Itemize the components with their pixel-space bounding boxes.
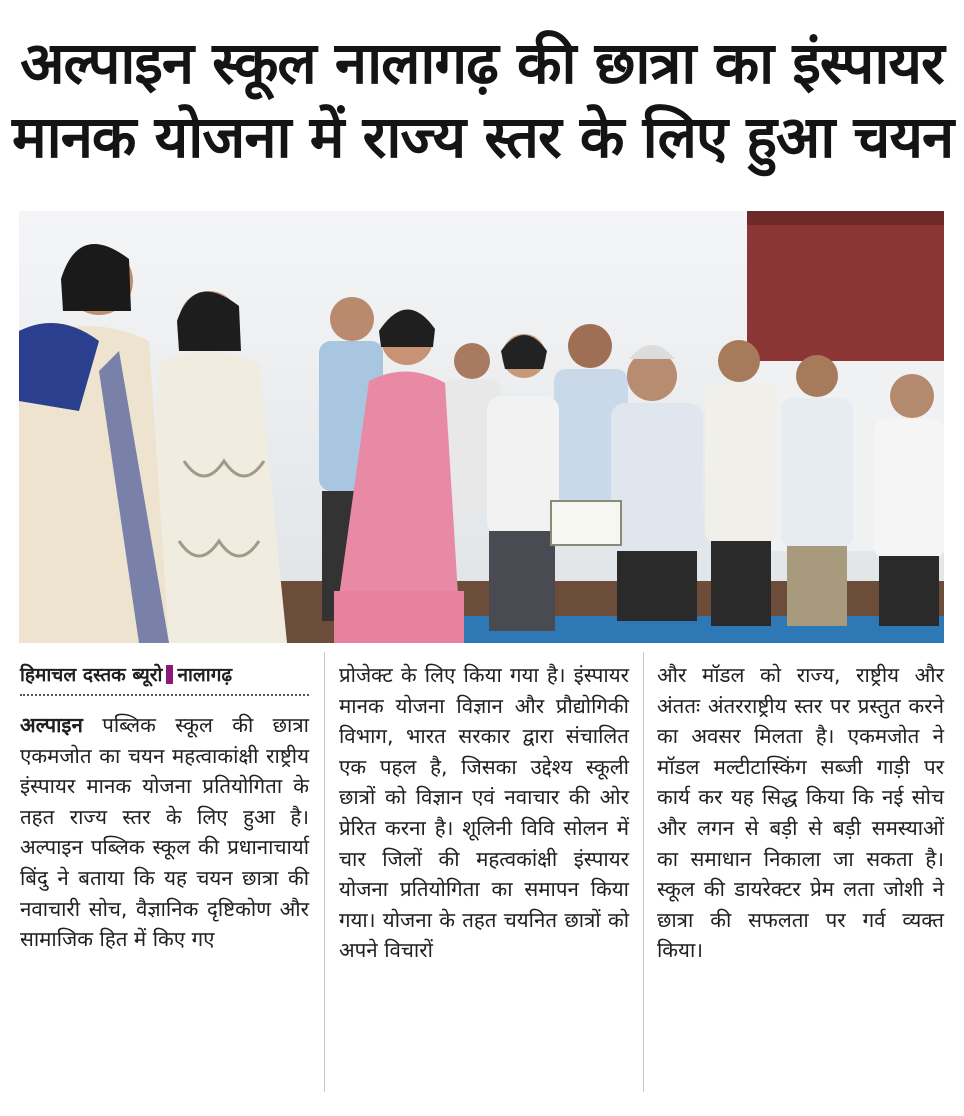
headline — [12, 26, 952, 174]
lead-word: अल्पाइन — [20, 713, 83, 737]
byline-separator — [166, 665, 173, 684]
article-column-1 — [20, 660, 309, 1100]
byline — [20, 660, 309, 696]
article-paragraph-1 — [20, 710, 309, 955]
article-column-3 — [657, 660, 944, 1100]
column-divider-1 — [324, 652, 325, 1092]
byline-place: नालागढ़ — [177, 664, 233, 686]
news-photo — [19, 211, 944, 643]
headline-line-1: अल्पाइन स्कूल नालागढ़ की छात्रा का इंस्पायर — [20, 29, 944, 97]
article-text-2: प्रोजेक्ट के लिए किया गया है। इंस्पायर मानक योजना विज्ञान और प्रौद्योगिकी विभाग, भारत सरकार द्वारा संचालित एक पहल है, जिसका उद्देश्य स्कूली छात्रों को विज्ञान एवं नवाचार की ओर प्रेरित करना है। शूलिनी विवि सोलन में चार जिलों की महत्वकांक्षी इंस्पायर योजना प्रतियोगिता का समापन किया गया। योजना के तहत चयनित छात्रों को अपने विचारों — [339, 663, 629, 963]
article-text-1: पब्लिक स्कूल की छात्रा एकमजोत का चयन महत्वाकांक्षी राष्ट्रीय इंस्पायर मानक योजना प्रतियोगिता के तहत राज्य स्तर के लिए हुआ है। अल्पाइन पब्लिक स्कूल की प्रधानाचार्या बिंदु ने बताया कि यह चयन छात्रा की नवाचारी सोच, वैज्ञानिक दृष्टिकोण और सामाजिक हित में किए गए — [20, 713, 309, 952]
column-divider-2 — [643, 652, 644, 1092]
article-text-3: और मॉडल को राज्य, राष्ट्रीय और अंततः अंतरराष्ट्रीय स्तर पर प्रस्तुत करने का अवसर मिलता है। एकमजोत ने मॉडल मल्टीटास्किंग सब्जी गाड़ी पर कार्य कर यह सिद्ध किया कि नई सोच और लगन से बड़ी से बड़ी समस्याओं का समाधान निकाला जा सकता है। स्कूल की डायरेक्टर प्रेम लता जोशी ने छात्रा की सफलता पर गर्व व्यक्त किया। — [657, 663, 944, 963]
headline-line-2: मानक योजना में राज्य स्तर के लिए हुआ चयन — [12, 103, 954, 171]
article-column-2 — [339, 660, 629, 1100]
byline-source: हिमाचल दस्तक ब्यूरो — [20, 664, 163, 686]
